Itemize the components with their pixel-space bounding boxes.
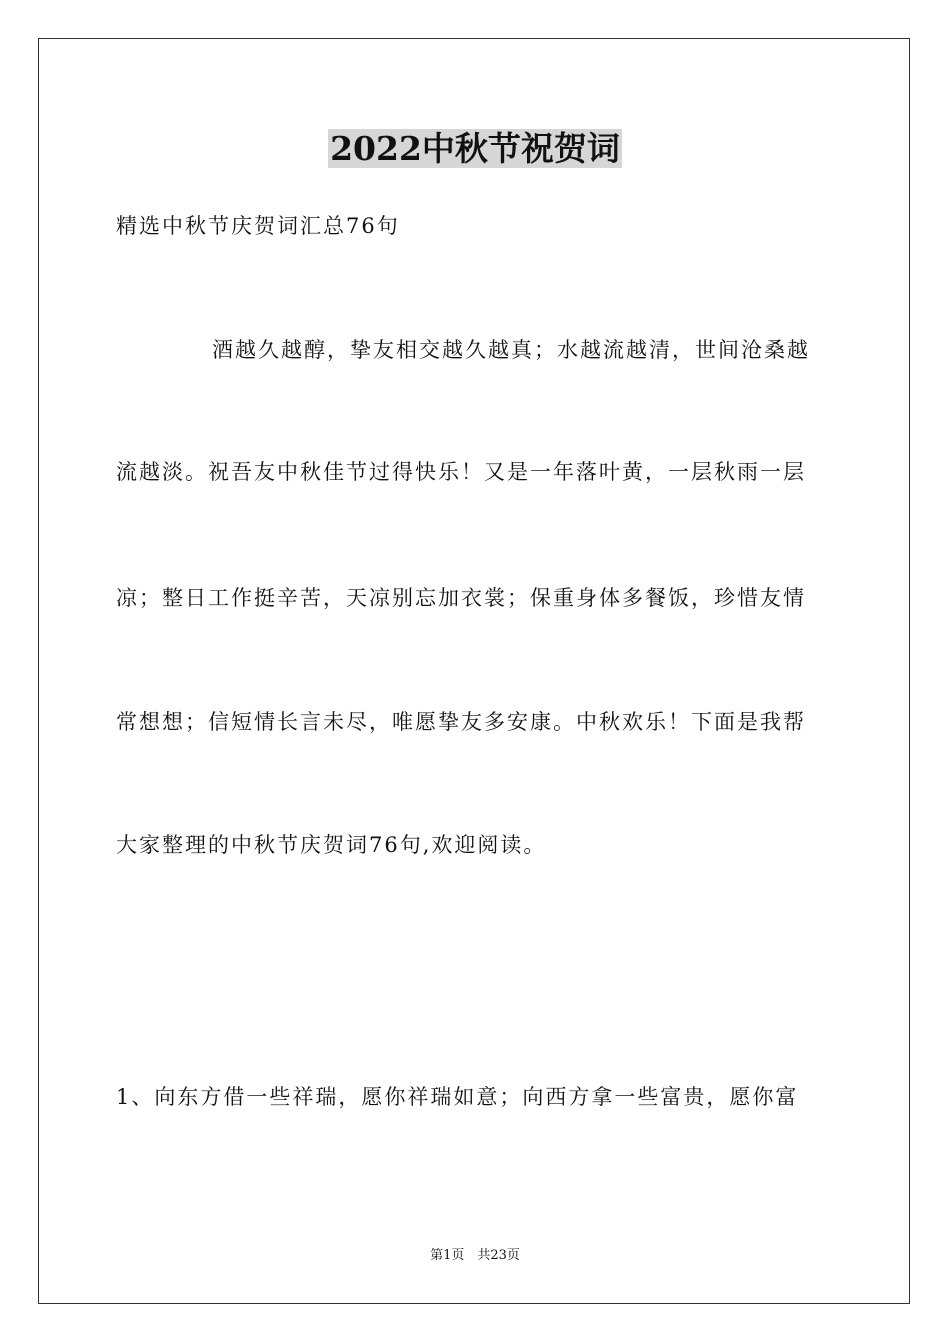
document-title-container: [0, 127, 950, 171]
page-footer: 第1页 共23页: [430, 1248, 520, 1263]
body-line-1: 酒越久越醇，挚友相交越久越真；水越流越清，世间沧桑越: [212, 338, 810, 362]
body-line-2: 流越淡。祝吾友中秋佳节过得快乐！又是一年落叶黄，一层秋雨一层: [116, 460, 806, 484]
body-line-3: 凉；整日工作挺辛苦，天凉别忘加衣裳；保重身体多餐饭，珍惜友情: [116, 586, 806, 610]
document-subtitle: 精选中秋节庆贺词汇总76句: [116, 214, 400, 238]
document-title: 2022中秋节祝贺词: [330, 129, 620, 168]
list-item-1-line: 1、向东方借一些祥瑞，愿你祥瑞如意；向西方拿一些富贵，愿你富: [116, 1085, 799, 1109]
body-line-5: 大家整理的中秋节庆贺词76句,欢迎阅读。: [116, 833, 547, 857]
body-line-4: 常想想；信短情长言未尽，唯愿挚友多安康。中秋欢乐！下面是我帮: [116, 710, 806, 734]
